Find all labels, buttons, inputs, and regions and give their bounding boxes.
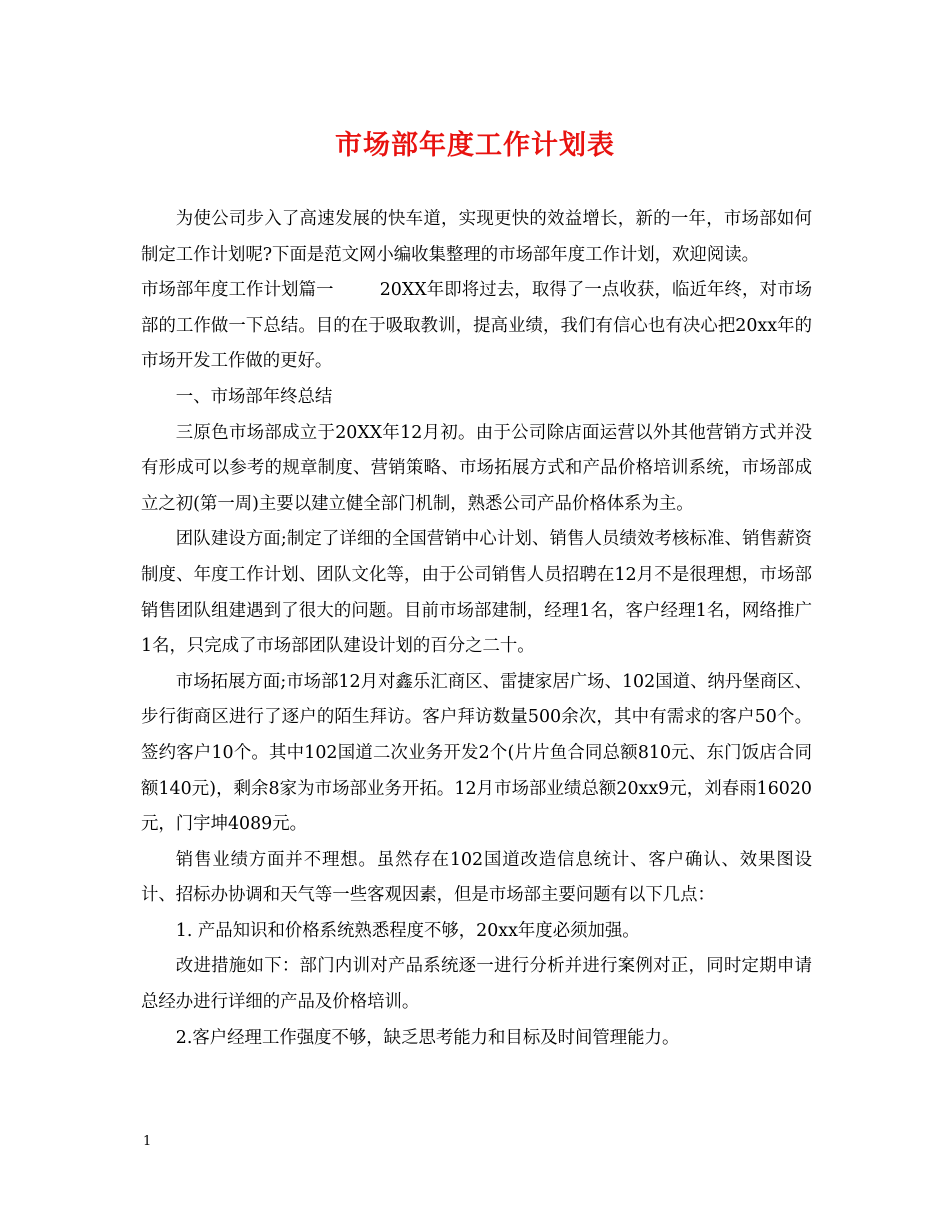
list-item-1: 1. 产品知识和价格系统熟悉程度不够，20xx年度必须加强。 — [175, 920, 640, 941]
improvement-paragraph: 改进措施如下：部门内训对产品系统逐一进行分析并进行案例对正，同时定期申请总经办进行详细的产品及价格培训。 — [141, 956, 812, 1013]
section-label: 市场部年度工作计划篇一 — [141, 280, 334, 301]
section-paragraph — [141, 273, 812, 380]
document-title: 市场部年度工作计划表 — [335, 130, 615, 161]
section-text: 20XX年即将过去，取得了一点收获，临近年终，对市场部的工作做一下总结。目的在于吸取教训，提高业绩，我们有信心也有决心把20xx年的市场开发工作做的更好。 — [141, 280, 812, 372]
founding-paragraph: 三原色市场部成立于20XX年12月初。由于公司除店面运营以外其他营销方式并没有形成可以参考的规章制度、营销策略、市场拓展方式和产品价格培训系统，市场部成立之初(第一周)主要以建立健全部门机制，熟悉公司产品价格体系为主。 — [141, 422, 812, 514]
sales-performance-paragraph: 销售业绩方面并不理想。虽然存在102国道改造信息统计、客户确认、效果图设计、招标办协调和天气等一些客观因素，但是市场部主要问题有以下几点： — [141, 849, 812, 906]
list-item-2: 2.客户经理工作强度不够，缺乏思考能力和目标及时间管理能力。 — [175, 1027, 680, 1048]
page-number: 1 — [143, 1134, 152, 1149]
document-body — [141, 202, 812, 1056]
heading-year-end-summary: 一、市场部年终总结 — [175, 386, 333, 407]
intro-paragraph: 为使公司步入了高速发展的快车道，实现更快的效益增长，新的一年，市场部如何制定工作计划呢?下面是范文网小编收集整理的市场部年度工作计划，欢迎阅读。 — [141, 209, 812, 265]
team-building-paragraph: 团队建设方面;制定了详细的全国营销中心计划、销售人员绩效考核标准、销售薪资制度、年度工作计划、团队文化等，由于公司销售人员招聘在12月不是很理想，市场部销售团队组建遇到了很大的问题。目前市场部建制，经理1名，客户经理1名，网络推广1名，只完成了市场部团队建设计划的百分之二十。 — [141, 529, 812, 657]
market-expansion-paragraph: 市场拓展方面;市场部12月对鑫乐汇商区、雷捷家居广场、102国道、纳丹堡商区、步行街商区进行了逐户的陌生拜访。客户拜访数量500余次，其中有需求的客户50个。签约客户10个。其中102国道二次业务开发2个(片片鱼合同总额810元、东门饭店合同额140元)，剩余8家为市场部业务开拓。12月市场部业绩总额20xx9元，刘春雨16020元，门宇坤4089元。 — [141, 671, 812, 835]
